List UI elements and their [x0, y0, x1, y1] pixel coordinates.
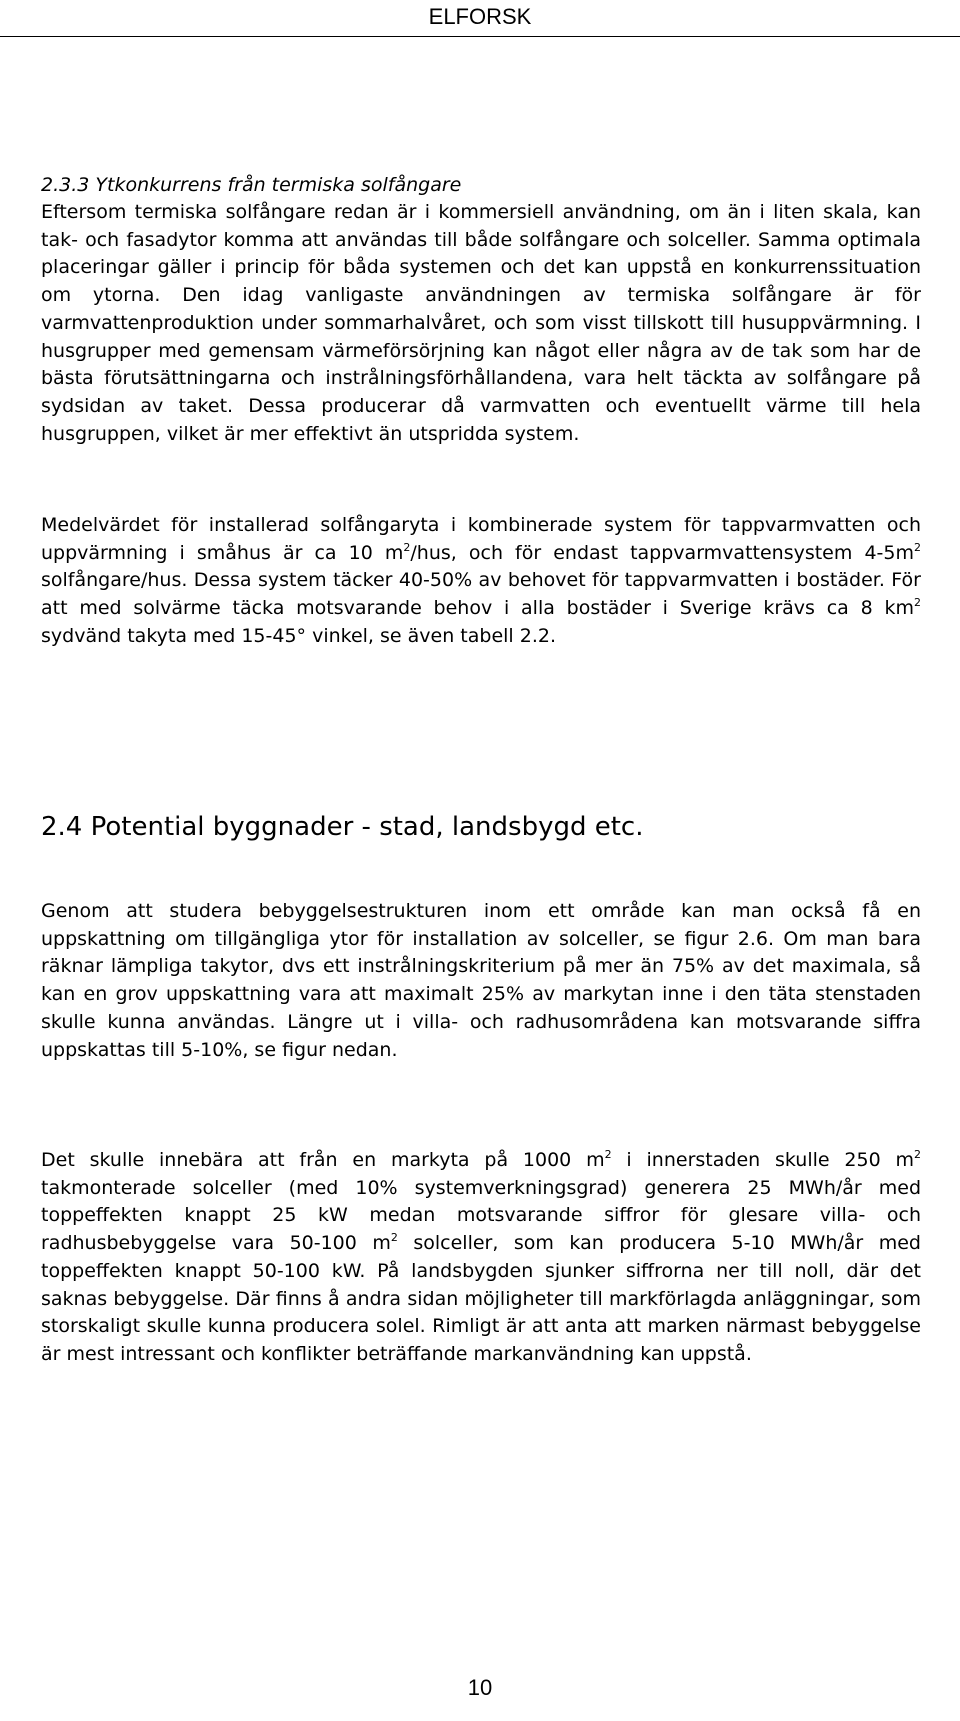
paragraph-text [41, 1147, 921, 1369]
paragraph-collector-area [41, 512, 921, 651]
superscript: 2 [403, 540, 411, 554]
paragraph-surface-competition [41, 199, 921, 448]
page-number: 10 [467, 1675, 493, 1700]
page-header [0, 0, 960, 37]
paragraph-land-area-estimate [41, 1147, 921, 1369]
text-run: takmonterade solceller (med 10% systemverkningsgrad) generera 25 MWh/år med toppeffekten knappt 25 kW medan motsvarande siffror för glesare villa- och radhusbebyggelse vara 50-100 m [41, 1176, 921, 1255]
text-run: /hus, och för endast tappvarmvattensystem 4-5m [410, 541, 914, 564]
text-run: Medelvärdet för installerad solfångaryta i kombinerade system för tappvarmvatten och uppvärmning i småhus är ca 10 m [41, 514, 921, 564]
paragraph-building-structure [41, 898, 921, 1064]
text-run: sydvänd takyta med 15-45° vinkel, se även tabell 2.2. [41, 624, 556, 647]
text-run: Det skulle innebära att från en markyta på 1000 m [41, 1149, 605, 1171]
paragraph-text: Genom att studera bebyggelsestrukturen inom ett område kan man också få en uppskattning om tillgängliga ytor för installation av solceller, se figur 2.6. Om man bara räknar lämpliga takytor, dvs ett instrålningskriterium på mer än 75% av det maximala, så kan en grov uppskattning vara att maximalt 25% av markytan inne i den täta stenstaden skulle kunna användas. Längre ut i villa- och radhusområdena kan motsvarande siffra uppskattas till 5-10%, se figur nedan. [41, 900, 921, 1061]
section-heading-2-3-3: 2.3.3 Ytkonkurrens från termiska solfångare [41, 174, 462, 196]
paragraph-text: Eftersom termiska solfångare redan är i kommersiell användning, om än i liten skala, kan tak- och fasadytor komma att användas till både solfångare och solceller. Samma optimala placeringar gäller i princip för båda systemen och det kan uppstå en konkurrenssituation om ytorna. Den idag vanligaste användningen av termiska solfångare är för varmvattenproduktion under sommarhalvåret, och som visst tillskott till husuppvärmning. I husgrupper med gemensam värmeförsörjning kan något eller några av de tak som har de bästa förutsättningarna och instrålningsförhållandena, vara helt täckta av solfångare på sydsidan av taket. Dessa producerar då varmvatten och eventuellt värme till hela husgruppen, vilket är mer effektivt än utspridda system. [41, 201, 921, 445]
superscript: 2 [604, 1148, 612, 1161]
text-run: i innerstaden skulle 250 m [611, 1149, 915, 1171]
text-run: solfångare/hus. Dessa system täcker 40-50% av behovet för tappvarmvatten i bostäder. För att med solvärme täcka motsvarande behov i alla bostäder i Sverige krävs ca 8 km [41, 569, 921, 620]
superscript: 2 [914, 596, 921, 610]
header-title: ELFORSK [428, 4, 532, 29]
section-heading-2-4: 2.4 Potential byggnader - stad, landsbygd etc. [41, 812, 644, 842]
superscript: 2 [914, 540, 921, 554]
text-run: solceller, som kan producera 5-10 MWh/år med toppeffekten knappt 50-100 kW. På landsbygden sjunker siffrorna ner till noll, där det saknas bebyggelse. Där finns å andra sidan möjligheter till markförlagda anläggningar, som storskaligt skulle kunna producera solel. Rimligt är att anta att marken närmast bebyggelse är mest intressant och konflikter beträffande markanvändning kan uppstå. [41, 1232, 921, 1365]
superscript: 2 [390, 1231, 398, 1245]
paragraph-text [41, 512, 921, 651]
superscript: 2 [914, 1148, 922, 1161]
